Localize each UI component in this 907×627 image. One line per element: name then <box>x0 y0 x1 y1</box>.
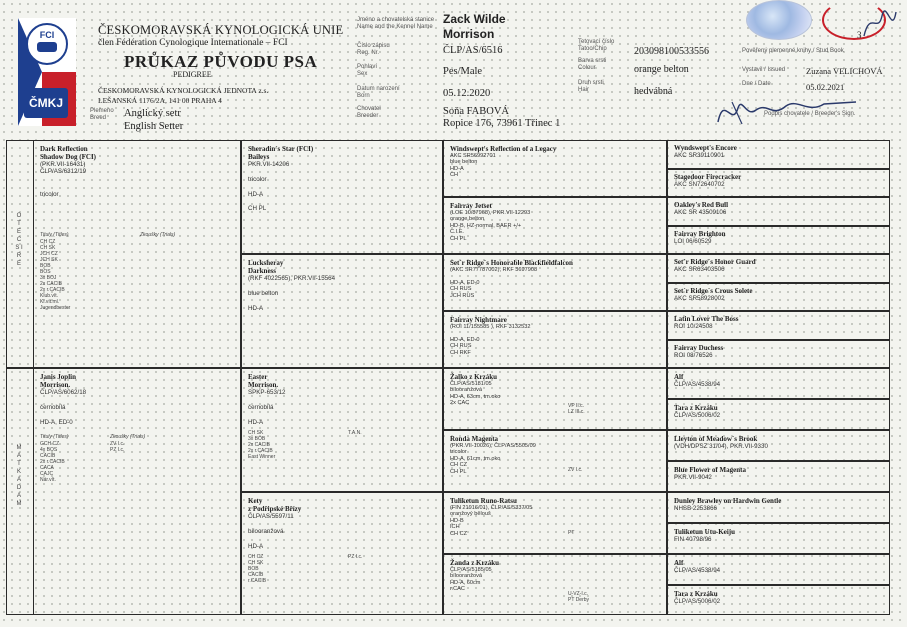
dam-dam-trials: PZ I.c. <box>348 554 363 561</box>
sire-trials-label: Zkoušky (Trials) <box>140 232 176 239</box>
breeder-signature <box>712 92 862 132</box>
g4-details: AKC SR58928002 <box>674 294 725 302</box>
reg-value: ČLP/AS/6516 <box>443 45 503 56</box>
g4-details: ČLP/AS/4538/94 <box>674 381 721 388</box>
club-name: ČESKOMORAVSKÁ KYNOLOGICKÁ JEDNOTA z.s. <box>98 86 269 95</box>
dam-cell <box>33 368 241 615</box>
g3-extra: U-VZ-I.c. PT Derby <box>568 591 590 603</box>
document-title: PRŮKAZ PŮVODU PSA <box>124 52 318 71</box>
g4-name: Alf <box>674 373 684 381</box>
g3-details: AKC SR56992701 blue belton HD-A CH <box>450 153 496 179</box>
sire-side-label: O T E C S I R E <box>15 213 27 267</box>
fci-logo-text: FCI <box>39 30 55 40</box>
sire-titles-label: Tituly (Titles) <box>40 232 69 239</box>
g3-details: (AKC SR77787002), RKF 3697908 HD-A, ED-0 CH RUS JCH RUS <box>450 267 538 299</box>
document-subtitle: PEDIGREE <box>173 70 212 79</box>
dam-titles: GCH CZ 4x BOS CACIB 2x r.CACIB CACA CAJC Nár.vít. <box>40 441 65 484</box>
g4-name: Alf <box>674 559 684 567</box>
g4-cell-14 <box>667 523 890 554</box>
colour-value: orange belton <box>634 64 689 75</box>
g3-name: Fairray Nightmare <box>450 316 507 324</box>
sire-dam-details: (RKF 4022565), PKR.VII-15564 blue belton HD-A <box>248 275 336 312</box>
g4-details: (VDH/DPSZ 31/04), PKR.VII-9330 <box>674 443 768 450</box>
dam-sire-details: SPKP-653/12 černobílá HD-A <box>248 389 286 426</box>
fci-logo <box>26 23 68 65</box>
stamp-number: 3 <box>857 30 862 40</box>
hair-value: hedvábná <box>634 86 673 97</box>
dam-side-label: M A T K A D A M <box>16 445 27 507</box>
g4-name: Wyndswept's Encore <box>674 144 737 152</box>
g3-cell-8 <box>443 554 667 615</box>
dam-dam-cell <box>241 492 443 615</box>
g4-name: Latin Lover The Boss <box>674 315 739 323</box>
g4-cell-5 <box>667 254 890 283</box>
born-label: Datum narození Born <box>357 86 400 99</box>
dog-name-line1: Zack Wilde <box>443 12 506 26</box>
name-label: Jméno a chovatelská stanice Name and the Kennel Name <box>357 17 435 30</box>
tattoo-value: 203098100533556 <box>634 46 709 57</box>
g4-name: Tara z Krzáku <box>674 404 718 412</box>
g4-details: ČLP/AS/5006/02 <box>674 597 721 605</box>
club-address: LEŠANSKÁ 1176/2A, 141 00 PRAHA 4 <box>98 96 222 105</box>
dam-dam-titles: CH CZ CH SK BOB CACIB r.CACIB <box>248 554 267 585</box>
g3-cell-5 <box>443 368 667 430</box>
g4-name: Stagedoor Firecracker <box>674 172 742 181</box>
g4-details: LOI 06/60529 <box>674 237 712 245</box>
dam-sire-titles: CH SK 3x BOB 2x CACIB 2x r.CACIB East Winner <box>248 430 276 461</box>
date-value: 05.02.2021 <box>806 82 845 92</box>
g4-name: Set´r Ridge´s Honor Guard <box>674 258 756 266</box>
g3-details: ČLP/AS/5181/05 bílooranžová HD-A, 63cm, tm.oko 2x CAC <box>450 381 501 407</box>
g4-details: AKC SR39110901 <box>674 152 725 159</box>
g3-cell-2 <box>443 197 667 254</box>
breeder-value: Soňa FABOVÁ <box>443 106 510 117</box>
dog-name-line2: Morrison <box>443 27 495 41</box>
g3-extra: PT <box>568 530 575 536</box>
studbook-label: Pověřený plemenné knihy / Stud Book <box>742 48 844 54</box>
dam-dam-details: ČLP/AS/5597/11 bílooranžová HD-A <box>248 513 294 550</box>
g4-details: PKR.VII-9042 <box>674 474 712 481</box>
sire-dam-name: Lucksheray Darkness <box>248 259 284 275</box>
dam-dam-name: Kety z Podřipské Břízy <box>248 497 302 513</box>
sire-sire-name: Sheradin´s Star (FCI) Baileys <box>248 145 314 161</box>
sire-titles: CH CZ CH SK JCH CZ JCH SK BOB BOS 3x BOJ 2x CACIB 2x r.CACIB Klub.vít. Kl.vít.ml. Jugendbester <box>40 239 71 312</box>
g3-cell-4 <box>443 311 667 368</box>
sire-details: (PKR.VII-16431) ČLP/AS/6312/19 tricolor <box>40 161 87 198</box>
g4-name: Fairray Brighton <box>674 229 726 238</box>
g3-cell-1 <box>443 140 667 197</box>
breeder-label: Chovatel Breeder <box>357 106 381 119</box>
g3-cell-6 <box>443 430 667 492</box>
g4-details: ROI 08/76526 <box>674 351 713 359</box>
g4-cell-3 <box>667 197 890 226</box>
g3-extra: ZV I.c. <box>568 467 583 473</box>
g4-cell-12 <box>667 461 890 492</box>
dam-trials: ZV I.c. PZ I.c. <box>110 441 125 454</box>
breed-value-cz: Anglický setr <box>124 108 181 119</box>
issued-label: Vystavil / Issued <box>742 67 786 73</box>
g4-name: Set´r Ridge´s Crous Solete <box>674 286 753 295</box>
hair-label: Druh srsti Hair <box>578 80 604 93</box>
breeder-sign-label: Podpis chovatele / Breeder's Sign. <box>764 111 856 117</box>
g4-name: Dunley Brawley on Hardwin Gentle <box>674 497 782 505</box>
breeder-address: Ropice 176, 73961 Třinec 1 <box>443 118 561 129</box>
org-fci-membership: člen Fédération Cynologique Internationale – FCI <box>98 38 288 48</box>
g4-name: Tuliketun Utu-Keiju <box>674 528 736 536</box>
g4-name: Oakley's Red Bull <box>674 201 729 209</box>
g4-cell-1 <box>667 140 890 169</box>
dam-details: ČLP/AS/6062/18 černobílá HD-A, ED-0 <box>40 389 87 426</box>
g4-cell-15 <box>667 554 890 585</box>
cmkj-logo-text: ČMKJ <box>28 96 63 110</box>
g4-details: AKC SN72640702 <box>674 180 725 188</box>
g4-details: FIN 40798/96 <box>674 536 712 543</box>
g4-cell-7 <box>667 311 890 340</box>
sex-value: Pes/Male <box>443 66 483 77</box>
g3-name: Fairray Jetset <box>450 202 492 210</box>
g3-name: Windswept's Reflection of a Legacy <box>450 145 557 153</box>
colour-label: Barva srsti Colour <box>578 58 607 71</box>
g4-cell-13 <box>667 492 890 523</box>
dam-titles-label: Tituly (Titles) <box>40 434 69 441</box>
g4-cell-4 <box>667 226 890 255</box>
date-label: Dne / Date <box>742 81 771 87</box>
g4-cell-9 <box>667 368 890 399</box>
g3-name: Set´r Ridge´s Honorable Blackfieldfalcon <box>450 259 573 267</box>
g4-name: Tara z Krzáku <box>674 589 718 598</box>
g3-details: (FIN 21916/01), ČLP/AS/5337/05 oranžový bělouš HD-B ICH CH CZ <box>450 505 533 537</box>
g3-name: Ronda Magenta <box>450 435 499 443</box>
g3-extra: VP II.c. LZ III.c. <box>568 403 585 415</box>
g4-details: ČLP/AS/4538/94 <box>674 567 721 574</box>
cmkj-logo <box>24 88 68 118</box>
dam-trials-label: Zkoušky (Trials) <box>110 434 146 441</box>
sire-sire-cell <box>241 140 443 254</box>
g4-cell-10 <box>667 399 890 430</box>
g4-details: AKC SR63403506 <box>674 266 725 273</box>
g3-name: Tuliketun Runo-Ratsu <box>450 497 517 505</box>
g4-details: ČLP/AS/5006/02 <box>674 412 721 419</box>
reg-label: Číslo zápisu Reg. Nr. <box>357 43 390 56</box>
g4-cell-6 <box>667 283 890 312</box>
sire-name: Dark Reflection Shadow Dog (FCI) <box>40 145 97 161</box>
g4-details: AKC SR 43509106 <box>674 209 727 216</box>
g4-cell-11 <box>667 430 890 461</box>
dam-sire-trials: T.A.N. <box>348 430 362 437</box>
g4-details: NHSB 2253866 <box>674 505 717 512</box>
born-value: 05.12.2020 <box>443 88 491 99</box>
pedigree-table <box>6 140 890 615</box>
dam-sire-name: Easter Morrison. <box>248 373 279 389</box>
g4-name: Fairray Duchess <box>674 343 724 352</box>
g3-details: (ROI 11/155585 ), RKF 3132532 HD-A, ED-0 CH RUS CH RKF <box>450 324 531 356</box>
g3-name: Žalko z Krzáku <box>450 373 498 381</box>
g3-cell-3 <box>443 254 667 311</box>
dam-sire-cell <box>241 368 443 492</box>
top-signature <box>860 6 900 42</box>
g4-details: ROI 10/24508 <box>674 323 713 330</box>
g4-cell-16 <box>667 585 890 616</box>
g3-details: (LOE 10/87968), PKR.VII-12293 orange belton HD-B, HZ-normal, BAER +/+ C.I.E. CH PL <box>450 210 531 242</box>
dam-name: Janis Joplin Morrison. <box>40 373 76 389</box>
g4-cell-2 <box>667 169 890 198</box>
g4-cell-8 <box>667 340 890 369</box>
g3-details: ČLP/AS/5185/05 bílooranžová HD-A, 60cm r.CAC <box>450 567 492 593</box>
breed-label: Plemeno Breed <box>90 108 114 121</box>
cmku-logo-block <box>18 18 76 126</box>
sire-dam-cell <box>241 254 443 368</box>
sex-label: Pohlaví Sex <box>357 64 378 77</box>
sire-sire-details: PKR.VII-14206 tricolor HD-A CH PL <box>248 161 290 213</box>
g4-name: Lleyton of Meadow´s Brook <box>674 435 758 443</box>
org-name: ČESKOMORAVSKÁ KYNOLOGICKÁ UNIE <box>98 23 344 37</box>
breed-value-en: English Setter <box>124 121 184 132</box>
tattoo-label: Tetovací číslo Tatoo/Chip <box>578 39 615 52</box>
g3-details: (PKR.VII-10026), ČLP/AS/5505/09 tricolor HD-A, 61cm, tm.oko CH CZ CH PL <box>450 443 536 475</box>
issued-value: Zuzana VELICHOVÁ <box>806 66 883 76</box>
g4-name: Blue Flower of Magenta <box>674 466 746 474</box>
hologram-seal <box>746 0 812 40</box>
g3-name: Žanda z Krzáku <box>450 559 500 567</box>
g3-cell-7 <box>443 492 667 554</box>
sire-cell <box>33 140 241 368</box>
